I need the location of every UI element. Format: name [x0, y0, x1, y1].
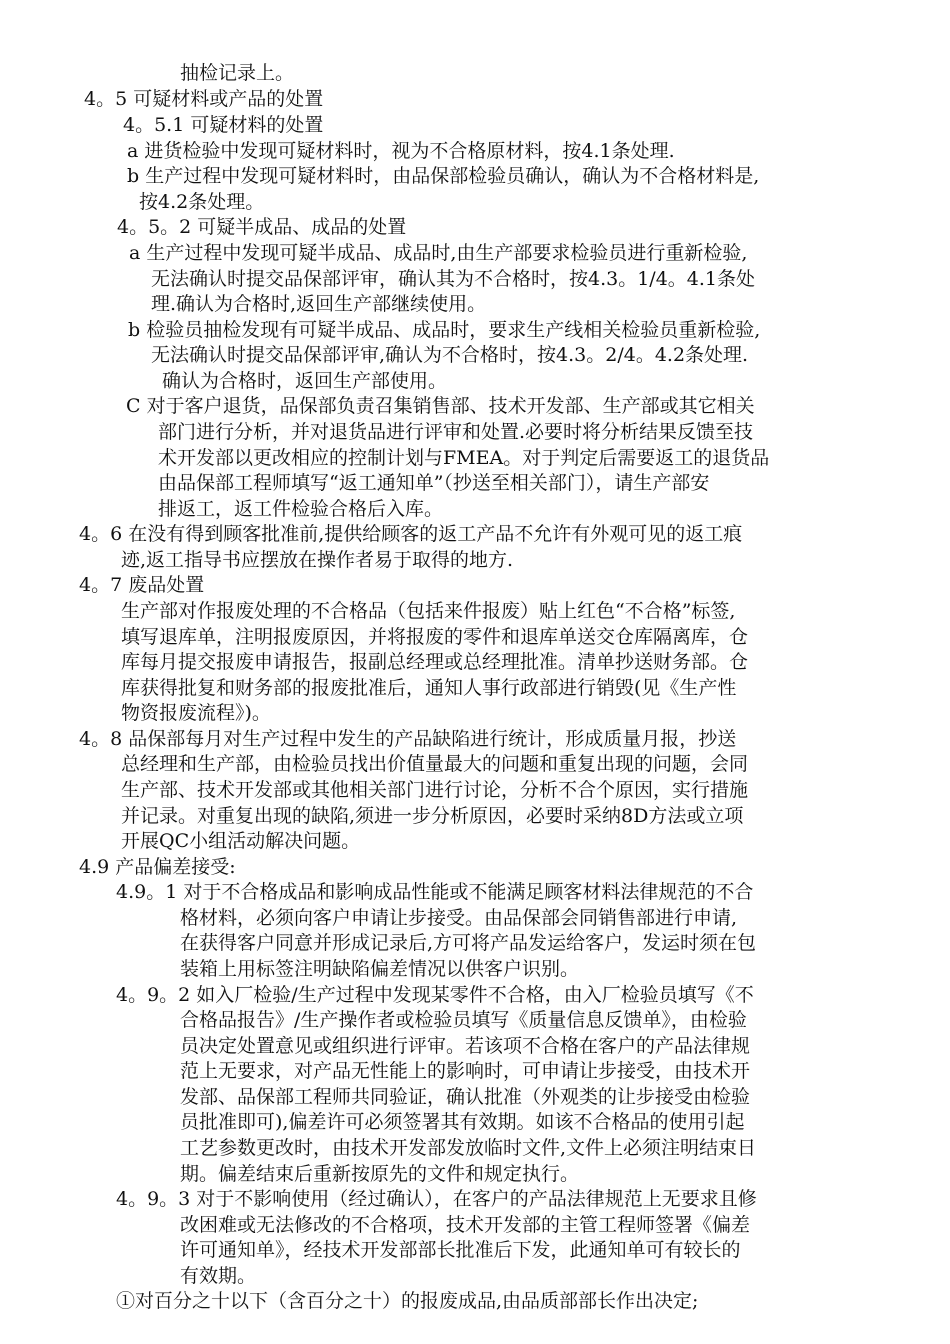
- subsection-heading: 4.9。1 对于不合格成品和影响成品性能或不能满足顾客材料法律规范的不合: [116, 881, 754, 903]
- text-line: 抽检记录上。: [180, 62, 295, 84]
- text-line: C 对于客户退货，品保部负责召集销售部、技术开发部、生产部或其它相关: [126, 395, 755, 417]
- text-line: 生产部对作报废处理的不合格品（包括来件报废）贴上红色“不合格”标签,: [121, 600, 736, 622]
- text-line: b 生产过程中发现可疑材料时，由品保部检验员确认，确认为不合格材料是,: [127, 165, 760, 187]
- text-line: 格材料，必须向客户申请让步接受。由品保部会同销售部进行申请,: [180, 907, 738, 929]
- text-line: 无法确认时提交品保部评审，确认其为不合格时，按4.3。1/4。4.1条处: [151, 268, 756, 290]
- subsection-heading: 4。5.1 可疑材料的处置: [123, 114, 324, 136]
- text-line: 员批准即可),偏差许可必须签署其有效期。如该不合格品的使用引起: [180, 1111, 745, 1133]
- text-line: 由品保部工程师填写“返工通知单”（抄送至相关部门），请生产部安: [158, 472, 710, 494]
- text-line: 按4.2条处理。: [139, 191, 265, 213]
- subsection-heading: 4。9。2 如入厂检验/生产过程中发现某零件不合格，由入厂检验员填写《不: [116, 984, 754, 1006]
- text-line: 在获得客户同意并形成记录后,方可将产品发运给客户，发运时须在包: [180, 932, 757, 954]
- text-line: 生产部、技术开发部或其他相关部门进行讨论，分析不合个原因，实行措施: [121, 779, 749, 801]
- text-line: 工艺参数更改时，由技术开发部发放临时文件,文件上必须注明结束日: [180, 1137, 757, 1159]
- text-line: 术开发部以更改相应的控制计划与FMEA。对于判定后需要返工的退货品: [158, 447, 770, 469]
- text-line: 改困难或无法修改的不合格项，技术开发部的主管工程师签署《偏差: [180, 1214, 751, 1236]
- section-heading: 4。5 可疑材料或产品的处置: [84, 88, 324, 110]
- text-line: 装箱上用标签注明缺陷偏差情况以供客户识别。: [180, 958, 580, 980]
- text-line: 期。偏差结束后重新按原先的文件和规定执行。: [180, 1163, 580, 1185]
- text-line: 部门进行分析，并对退货品进行评审和处置.必要时将分析结果反馈至技: [158, 421, 754, 443]
- section-heading: 4。7 废品处置: [79, 574, 205, 596]
- text-line: 有效期。: [180, 1265, 257, 1287]
- text-line: 发部、品保部工程师共同验证，确认批准（外观类的让步接受由检验: [180, 1086, 751, 1108]
- text-line: 库获得批复和财务部的报废批准后，通知人事行政部进行销毁(见《生产性: [121, 677, 737, 699]
- text-line: 范上无要求，对产品无性能上的影响时，可申请让步接受，由技术开: [180, 1060, 751, 1082]
- text-line: 确认为合格时，返回生产部使用。: [162, 370, 448, 392]
- text-line: 迹,返工指导书应摆放在操作者易于取得的地方.: [121, 549, 514, 571]
- text-line: 填写退库单，注明报废原因，并将报废的零件和退库单送交仓库隔离库，仓: [121, 626, 749, 648]
- text-line: 开展QC小组活动解决问题。: [121, 830, 361, 852]
- text-line: 员决定处置意见或组织进行评审。若该项不合格在客户的产品法律规: [180, 1035, 751, 1057]
- text-line: 排返工，返工件检验合格后入库。: [158, 498, 444, 520]
- subsection-heading: 4。9。3 对于不影响使用（经过确认），在客户的产品法律规范上无要求且修: [116, 1188, 757, 1210]
- text-line: b 检验员抽检发现有可疑半成品、成品时，要求生产线相关检验员重新检验,: [128, 319, 761, 341]
- text-line: 无法确认时提交品保部评审,确认为不合格时，按4.3。2/4。4.2条处理.: [151, 344, 749, 366]
- text-line: 总经理和生产部，由检验员找出价值量最大的问题和重复出现的问题，会同: [121, 753, 749, 775]
- text-line: 理.确认为合格时,返回生产部继续使用。: [151, 293, 487, 315]
- numbered-item: ①对百分之十以下（含百分之十）的报废成品,由品质部部长作出决定;: [116, 1290, 699, 1312]
- text-line: 并记录。对重复出现的缺陷,须进一步分析原因，必要时采纳8D方法或立项: [121, 805, 744, 827]
- section-heading: 4。6 在没有得到顾客批准前,提供给顾客的返工产品不允许有外观可见的返工痕: [79, 523, 743, 545]
- text-line: 合格品报告》/生产操作者或检验员填写《质量信息反馈单》，由检验: [180, 1009, 747, 1031]
- text-line: a 生产过程中发现可疑半成品、成品时,由生产部要求检验员进行重新检验,: [129, 242, 748, 264]
- text-line: 许可通知单》，经技术开发部部长批准后下发，此通知单可有较长的: [180, 1239, 741, 1261]
- text-line: a 进货检验中发现可疑材料时，视为不合格原材料，按4.1条处理.: [127, 140, 675, 162]
- section-heading: 4。8 品保部每月对生产过程中发生的产品缺陷进行统计，形成质量月报，抄送: [79, 728, 737, 750]
- section-heading: 4.9 产品偏差接受:: [79, 856, 236, 878]
- text-line: 物资报废流程》)。: [121, 702, 271, 724]
- subsection-heading: 4。5。2 可疑半成品、成品的处置: [117, 216, 407, 238]
- text-line: 库每月提交报废申请报告，报副总经理或总经理批准。清单抄送财务部。仓: [121, 651, 749, 673]
